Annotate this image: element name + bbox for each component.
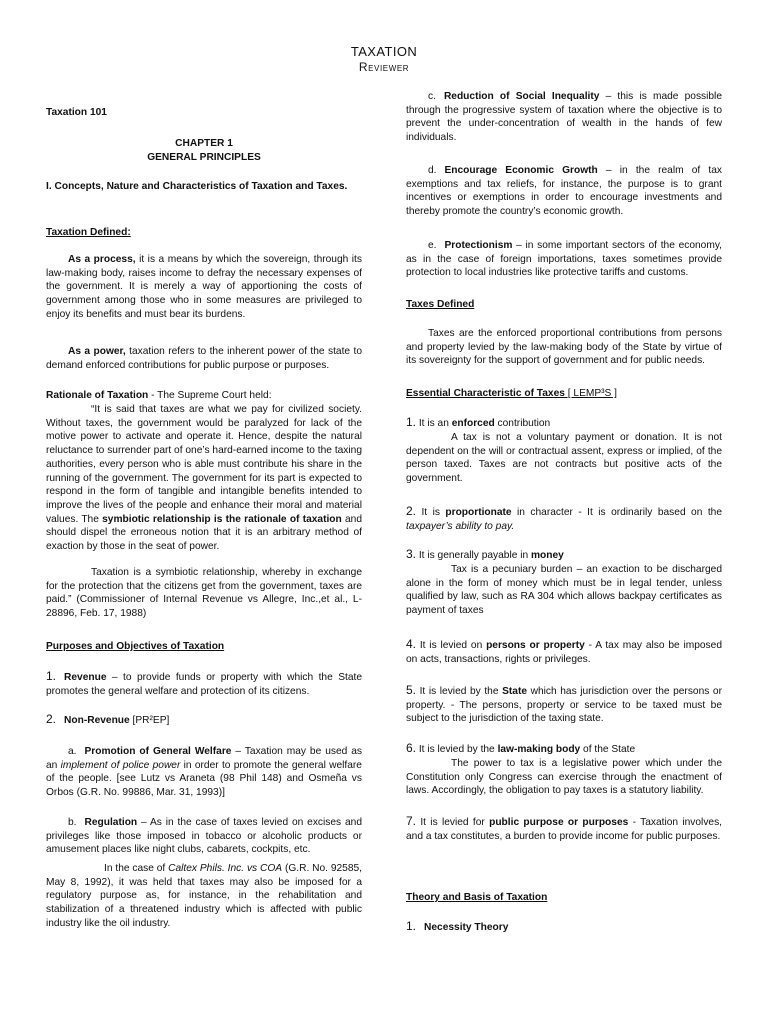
essential-characteristics-line: Essential Characteristic of Taxes [ LEMP³S ] (406, 388, 618, 399)
char-money: 3. It is generally payable in money (406, 547, 564, 561)
rationale-line: Rationale of Taxation - The Supreme Court held: (46, 390, 272, 401)
char-money-detail: Tax is a pecuniary burden – an exaction to be discharged alone in the form of money which must be in legal tender, unless qualified by law, such as RA 304 which allows backpay certificates as payment of taxes (406, 564, 722, 617)
chapter-title: GENERAL PRINCIPLES (147, 152, 261, 163)
char-proportionate: 2. It is proportionate in character - It is ordinarily based on the taxpayer’s ability to pay. (406, 504, 722, 532)
rationale-heading: Rationale of Taxation (46, 390, 149, 401)
section-heading: I. Concepts, Nature and Characteristics of Taxation and Taxes. (46, 181, 348, 192)
essential-characteristics-heading: Essential Characteristic of Taxes (406, 388, 565, 399)
char-law-making-body: 6. It is levied by the law-making body of the State (406, 741, 636, 755)
purposes-heading: Purposes and Objectives of Taxation (46, 641, 225, 652)
as-power-lead: As a power, (68, 346, 126, 357)
char-enforced: 1. It is an enforced contribution (406, 415, 551, 429)
rationale-quote-continued: Taxation is a symbiotic relationship, whereby in exchange for the protection that the citizens get from the government, taxes are paid.” (Commissioner of Internal Revenue vs Allegre, Inc.,et al., L-28896, Feb. 17, 1988) (46, 567, 362, 620)
document-title: TAXATION (350, 44, 418, 59)
document-subtitle: Reviewer (358, 60, 410, 74)
caltex-case-paragraph: In the case of Caltex Phils. Inc. vs COA (G.R. No. 92585, May 8, 1992), it was held that taxes may also be imposed for a regulatory purpose as, for instance, in the rehabilitation and stabilization of a threatened industry which is affected with public industry like the oil industry. (46, 863, 363, 929)
taxes-defined-heading: Taxes Defined (406, 299, 475, 310)
purpose-general-welfare: a. Promotion of General Welfare – Taxation may be used as an implement of police power in order to promote the general welfare of the people. [see Lutz vs Araneta (98 Phil 148) and Osmeña vs Orbos (G.R. No. 99886, Mar. 31, 1993)] (46, 746, 362, 799)
chapter-number: CHAPTER 1 (175, 138, 233, 149)
as-process-paragraph: As a process, it is a means by which the sovereign, through its law-making body, raises income to defray the necessary expenses of the government. It is merely a way of apportioning the costs of government among those who in some measures are privileged to enjoy its benefits and must bear its burdens. (46, 254, 362, 320)
course-label: Taxation 101 (46, 107, 107, 118)
purpose-regulation: b. Regulation – As in the case of taxes levied on excises and privileges like those imposed in tobacco or alcoholic products or amusement places like night clubs, cabarets, cockpits, etc. (46, 817, 362, 856)
purpose-protectionism: e. Protectionism – in some important sectors of the economy, as in the case of foreign importations, taxes sometimes provide protection to local industries like protective tariffs and customs. (406, 240, 722, 279)
theory-heading: Theory and Basis of Taxation (406, 892, 548, 903)
taxes-defined-paragraph: Taxes are the enforced proportional contributions from persons and property levied by the law-making body of the State by virtue of its sovereignty for the support of government and for public needs. (406, 328, 722, 367)
char-public-purpose: 7. It is levied for public purpose or purposes - Taxation involves, and a tax constitutes, a burden to provide income for public purposes. (406, 814, 723, 842)
char-law-making-body-detail: The power to tax is a legislative power which under the Constitution only Congress can exercise through the enactment of laws. Accordingly, the obligation to pay taxes is a statutory liability. (406, 758, 722, 797)
as-power-paragraph: As a power, taxation refers to the inherent power of the state to demand enforced contributions for public purpose or purposes. (46, 346, 362, 371)
purpose-revenue: 1. Revenue – to provide funds or property with which the State promotes the general welfare and protection of its citizens. (46, 669, 362, 697)
as-process-lead: As a process, (68, 254, 136, 265)
rationale-quote: “It is said that taxes are what we pay for civilized society. Without taxes, the government would be paralyzed for lack of the motive power to activate and operate it. Hence, despite the natural reluctance to surrender part of one’s hard-earned income to the taxing authorities, every person who is able must contribute his share in the running of the government. The government for its part is expected to respond in the form of tangible and intangible benefits intended to improve the lives of the people and enhance their moral and material values. The symbiotic relationship is the rationale of taxation and should dispel the erroneous notion that it is an arbitrary method of exaction by those in the seat of power. (46, 404, 362, 553)
taxation-defined-heading: Taxation Defined: (46, 227, 131, 238)
theory-necessity: 1. Necessity Theory (406, 919, 509, 933)
char-state: 5. It is levied by the State which has jurisdiction over the persons or property. - The persons, property or service to be taxed must be subject to the jurisdiction of the taxing state. (406, 683, 722, 725)
purpose-social-inequality: c. Reduction of Social Inequality – this is made possible through the progressive system of taxation where the objective is to prevent the under-concentration of wealth in the hands of few individuals. (406, 91, 722, 144)
char-persons-property: 4. It is levied on persons or property - A tax may also be imposed on acts, transactions, rights or privileges. (406, 637, 722, 665)
purpose-economic-growth: d. Encourage Economic Growth – in the realm of tax exemptions and tax reliefs, for instance, the purpose is to grant incentives or exemptions in order to encourage investments and thereby promote the country’s economic growth. (406, 165, 722, 218)
purpose-non-revenue: 2. Non-Revenue [PR²EP] (46, 712, 170, 726)
char-enforced-detail: A tax is not a voluntary payment or donation. It is not dependent on the will or contractual assent, express or implied, of the person taxed. Taxes are not contracts but positive acts of the government. (406, 432, 722, 485)
